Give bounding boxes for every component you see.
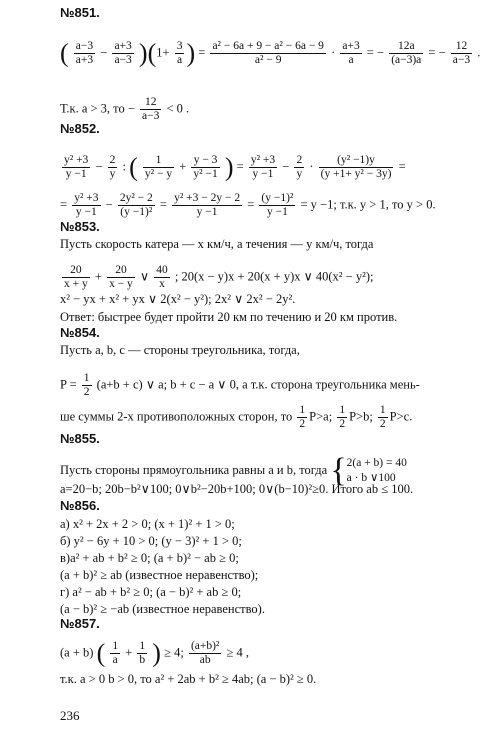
- problem-851-equation: ( $\frac{a-3}{a+3}$ − $\frac{a+3}{a-3}$ )(1+ $\frac{3}{a}$ ) = $\frac{\text{a² − 6a + 9 − a² − 6a − 9}}{\text{a² − 9}}$ · $\frac{a+3}{a}$ = − $\frac{12a}{(a-3)a}$ = − $\frac{12}{a-3}$ .: [60, 38, 481, 68]
- problem-856-c: в)a² + ab + b² ≥ 0; (a + b)² − ab ≥ 0;: [60, 551, 239, 565]
- problem-856-d-note: (a − b)² ≥ −ab (известное неравенство).: [60, 602, 265, 616]
- system-brace: {: [330, 452, 347, 489]
- problem-854-intro: Пусть a, b, c — стороны треугольника, тогда,: [60, 343, 300, 357]
- problem-853-intro: Пусть скорость катера — x км/ч, а течения — y км/ч, тогда: [60, 237, 374, 251]
- problem-854-perimeter-line: P = $\frac{1}{2}$ (a+b + c) ∨ a; b + c − a ∨ 0, а т.к. сторона треугольника мень-: [60, 372, 420, 398]
- problem-854-conclusion: ше суммы 2-х противоположных сторон, то $\frac{1}{2}$ P>a; $\frac{1}{2}$ P>b; $\frac{1}{2}$ P>c.: [60, 404, 413, 430]
- problem-856-d: г) a² − ab + b² ≥ 0; (a − b)² + ab ≥ 0;: [60, 585, 242, 599]
- page-number: 236: [60, 708, 80, 723]
- problem-857-title: №857.: [60, 616, 100, 631]
- problem-855-title: №855.: [60, 431, 100, 446]
- problem-856-c-note: (a + b)² ≥ ab (известное неравенство);: [60, 568, 259, 582]
- problem-852-equation-line1: $\frac{\text{y² +3}}{y -1}$ − $\frac{2}{y}$ : ( $\frac{1}{\text{y² − y}}$ + $\frac{y - 3}{\text{y² −1}}$ ) = $\frac{\text{y² +3}}{y -1}$ − $\frac{2}{y}$ · $\frac{\text{(y² −1)y}}{\text{(y +1+ y² − 3y)}}$ =: [64, 152, 406, 182]
- equation-system: 2(a + b) = 40 a · b ∨100: [346, 457, 407, 484]
- problem-851-conclusion: Т.к. a > 3, то − $\frac{12}{a-3}$ < 0 .: [60, 96, 190, 122]
- problem-854-title: №854.: [60, 325, 100, 340]
- problem-857-conclusion: т.к. a > 0 b > 0, то a² + 2ab + b² ≥ 4ab; (a − b)² ≥ 0.: [60, 672, 317, 686]
- problem-853-equation: $\frac{20}{x + y}$ + $\frac{20}{x - y}$ ∨ $\frac{40}{x}$ ; 20(x − y)x + 20(x + y)x ∨ 40(x² − y²);: [64, 264, 374, 290]
- problem-852-title: №852.: [60, 121, 100, 136]
- problem-855-solution: a=20−b; 20b−b²∨100; 0∨b²−20b+100; 0∨(b−10)²≥0. Итого ab ≤ 100.: [60, 482, 414, 496]
- problem-857-equation: (a + b) ( $\frac{1}{a}$ + $\frac{1}{b}$ ) ≥ 4; $\frac{\text{(a+b)²}}{ab}$ ≥ 4 ,: [60, 638, 250, 668]
- problem-852-equation-line2: = $\frac{\text{y² +3}}{y -1}$ − $\frac{\text{2y² − 2}}{\text{(y −1)²}}$ = $\frac{\text{y² +3 − 2y − 2}}{y -1}$ = $\frac{\text{(y −1)²}}{y -1}$ = y −1; т.к. y > 1, то y > 0.: [60, 192, 436, 218]
- problem-855-statement: Пусть стороны прямоугольника равны a и b, тогда { 2(a + b) = 40 a · b ∨100: [60, 452, 407, 489]
- problem-853-line3: x² − yx + x² + yx ∨ 2(x² − y²); 2x² ∨ 2x² − 2y².: [60, 292, 296, 306]
- problem-853-answer: Ответ: быстрее будет пройти 20 км по течению и 20 км против.: [60, 310, 398, 324]
- problem-856-b: б) y² − 6y + 10 > 0; (y − 3)² + 1 > 0;: [60, 534, 242, 548]
- problem-856-a: а) x² + 2x + 2 > 0; (x + 1)² + 1 > 0;: [60, 517, 235, 531]
- problem-851-title: №851.: [60, 5, 100, 20]
- problem-853-title: №853.: [60, 219, 100, 234]
- problem-856-title: №856.: [60, 498, 100, 513]
